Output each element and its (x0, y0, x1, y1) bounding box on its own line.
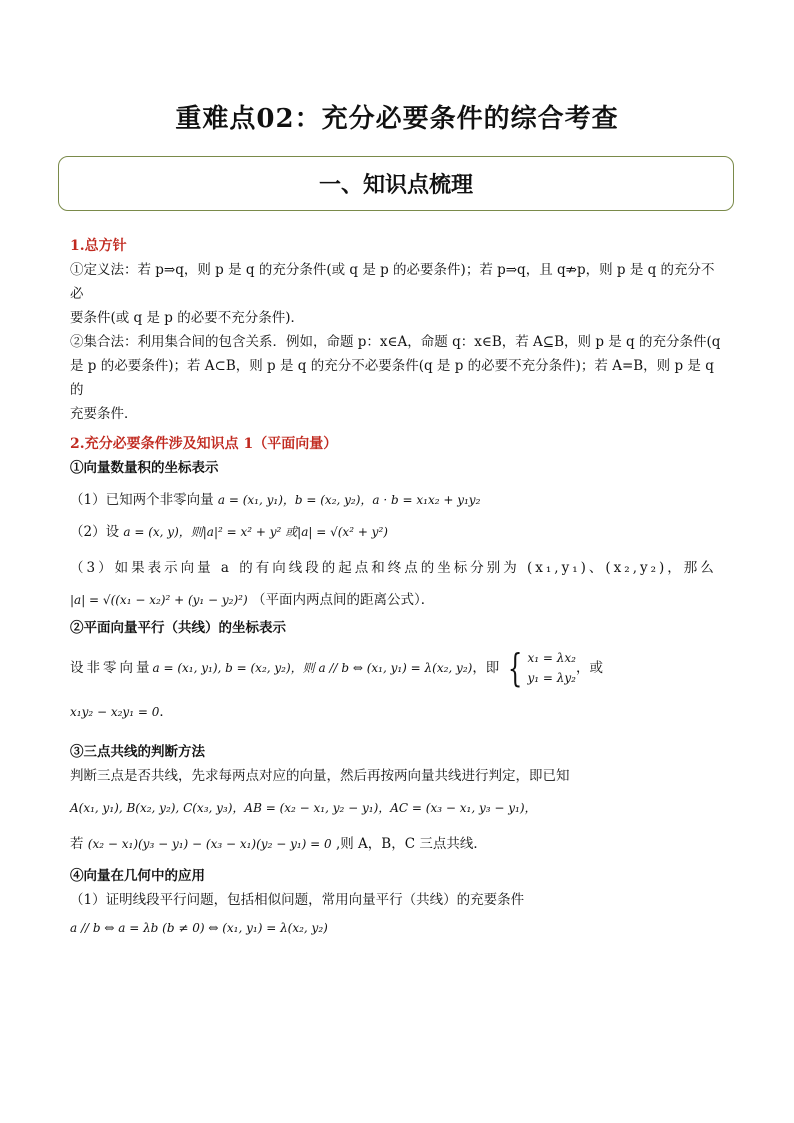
geometry-formula: a // b ⇔ a = λb (b ≠ 0) ⇔ (x₁, y₁) = λ(x₂, y₂) (70, 921, 328, 935)
section-header-box (58, 156, 734, 211)
collinear-line-3 (70, 832, 724, 856)
subheading-dot-product: ①向量数量积的坐标表示 (70, 460, 219, 476)
parallel-line-1 (70, 648, 724, 688)
subheading-geometry: ④向量在几何中的应用 (70, 868, 205, 884)
page-title: 重难点02：充分必要条件的综合考查 (175, 104, 619, 134)
dot-product-line-1-text: （1）已知两个非零向量 (70, 492, 214, 508)
distance-line-1: （3）如果表示向量 a 的有向线段的起点和终点的坐标分别为 (x₁,y₁)、(x₂,y₂)，那么 (70, 560, 717, 576)
content (70, 232, 724, 940)
collinear-points-formula: A(x₁, y₁), B(x₂, y₂), C(x₃, y₃)，AB = (x₂ − x₁, y₂ − y₁)，AC = (x₃ − x₁, y₃ − y₁)， (70, 801, 537, 815)
distance-line-2 (70, 588, 724, 612)
parallel-system-eq-1: x₁ = λx₂ (527, 651, 576, 665)
parallel-tail-1: ，即 (472, 660, 500, 676)
geometry-line-1: （1）证明线段平行问题，包括相似问题，常用向量平行（共线）的充要条件 (70, 892, 525, 908)
magnitude-line-text: （2）设 (70, 524, 120, 540)
set-method-line-1: ②集合法：利用集合间的包含关系．例如，命题 p：x∈A，命题 q：x∈B，若 A⊆B，则 p 是 q 的充分条件(q (70, 334, 721, 350)
magnitude-formula: a = (x, y)，则|a|² = x² + y² 或|a| = √(x² + y²) (123, 525, 388, 539)
collinear-line-3-tail: ,则 A，B，C 三点共线． (335, 836, 487, 852)
parallel-cross-formula: x₁y₂ − x₂y₁ = 0 (70, 705, 160, 719)
definition-method-line-1: ①定义法：若 p⇒q，则 p 是 q 的充分条件(或 q 是 p 的必要条件)；若 p⇒q，且 q⇏p，则 p 是 q 的充分不必 (70, 262, 715, 302)
parallel-system-eq-2: y₁ = λy₂ (527, 671, 576, 685)
definition-method-line-2: 要条件(或 q 是 p 的必要不充分条件)． (70, 310, 304, 326)
distance-formula: |a| = √((x₁ − x₂)² + (y₁ − y₂)²) (70, 593, 248, 607)
collinear-condition-formula: (x₂ − x₁)(y₃ − y₁) − (x₃ − x₁)(y₂ − y₁) = 0 (87, 837, 332, 851)
distance-formula-note: （平面内两点间的距离公式）． (251, 592, 435, 608)
parallel-line-2 (70, 700, 724, 724)
dot-product-formula: a = (x₁, y₁)，b = (x₂, y₂)，a · b = x₁x₂ + y₁y₂ (217, 493, 481, 507)
collinear-line-1: 判断三点是否共线，先求每两点对应的向量，然后再按两向量共线进行判定，即已知 (70, 768, 570, 784)
section-title: 一、知识点梳理 (318, 172, 473, 198)
dot-product-line-1 (70, 488, 724, 512)
collinear-line-3-text: 若 (70, 836, 84, 852)
magnitude-line (70, 520, 724, 544)
collinear-line-2 (70, 796, 724, 820)
set-method-line-2: 是 p 的必要条件)；若 A⊂B，则 p 是 q 的充分不必要条件(q 是 p 的必要不充分条件)；若 A=B，则 p 是 q 的 (70, 358, 714, 398)
parallel-formula: a = (x₁, y₁), b = (x₂, y₂)，则 a // b ⇔ (x₁, y₁) = λ(x₂, y₂) (152, 661, 473, 675)
parallel-system: { x₁ = λx₂ y₁ = λy₂ (508, 646, 576, 690)
subheading-collinear: ③三点共线的判断方法 (70, 744, 205, 760)
subheading-parallel: ②平面向量平行（共线）的坐标表示 (70, 620, 286, 636)
heading-general-principle: 1.总方针 (70, 238, 127, 254)
geometry-line-2 (70, 916, 724, 940)
heading-vectors: 2.充分必要条件涉及知识点 1（平面向量） (70, 436, 338, 452)
parallel-tail-2: ，或 (575, 660, 603, 676)
parallel-line-2-tail: ． (159, 704, 173, 720)
parallel-line-1-text: 设非零向量 (70, 660, 153, 676)
set-method-line-3: 充要条件． (70, 406, 138, 422)
